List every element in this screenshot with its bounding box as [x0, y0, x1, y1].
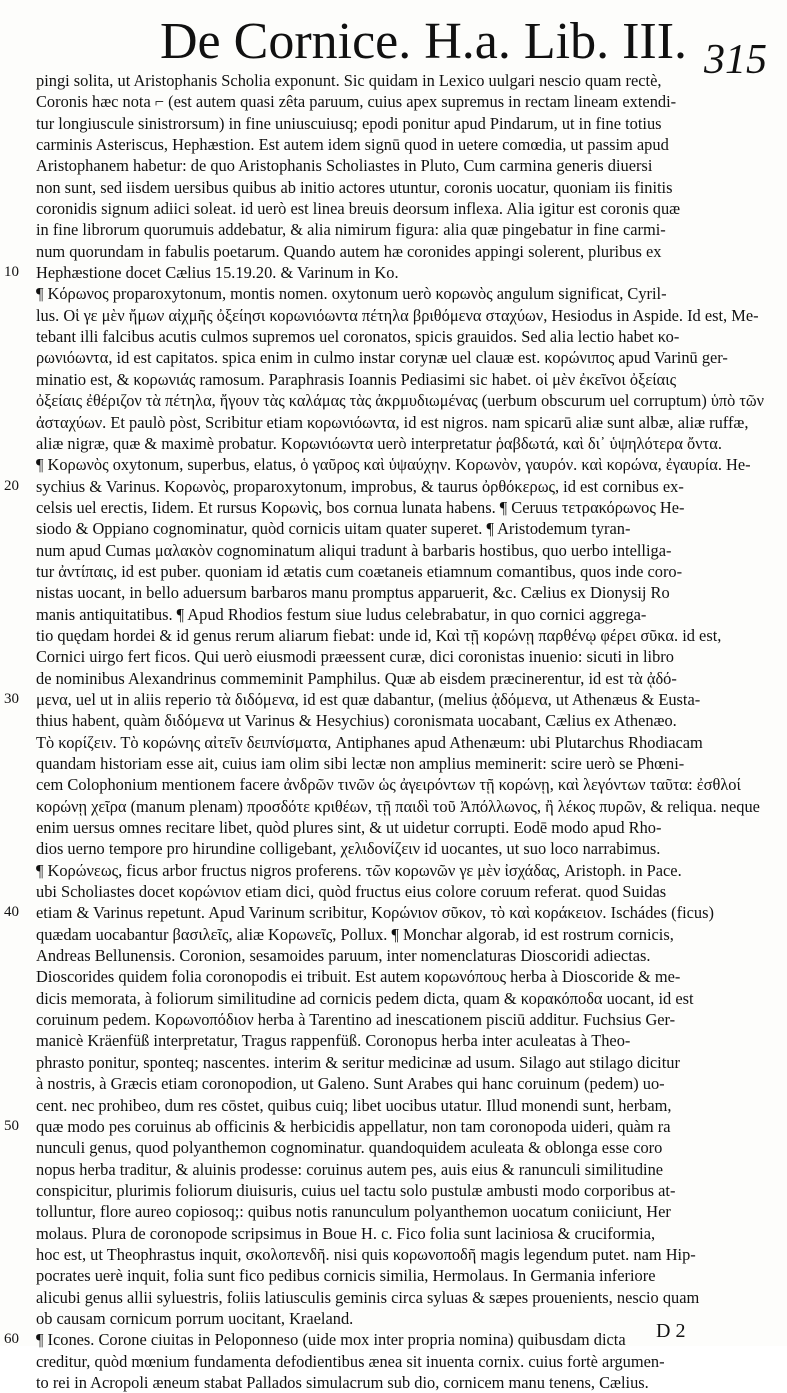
text-line — [26, 1030, 766, 1051]
line-text: sychius & Varinus. Κορωνὸς, proparoxytonum, improbus, & taurus ὀρθόκερως, id est cornibus ex- — [36, 476, 684, 496]
line-text: ὀξείαις ἐθέριζον τὰ πέτηλα, ἤγουν τὰς καλάμας τὰς ἀκρμυδιωμένας (uerbum obscurum uel corruptum) ὑπὸ τῶν — [36, 391, 765, 411]
text-line — [26, 1201, 766, 1222]
text-line — [4, 476, 766, 497]
line-text: ¶ Icones. Corone ciuitas in Peloponneso (uide mox inter propria nomina) quibusdam dicta — [36, 1330, 626, 1350]
text-line — [26, 838, 766, 859]
line-text: lus. Οἱ γε μὲν ἤμων αἰχμῆς ὀξείησι κορωνιόωντα πέτηλα βριθόμενα σταχύων, Hesiodus in Aspide. Id est, Me- — [36, 305, 759, 325]
text-line — [26, 540, 766, 561]
text-line — [26, 518, 766, 539]
line-number: 60 — [4, 1331, 19, 1348]
text-line — [26, 1351, 766, 1372]
line-text: tur longiuscule sinistrorsum) in fine uniuscuiusq; epodi ponitur apud Pindarum, ut in fine totius — [36, 113, 662, 133]
line-number: 40 — [4, 904, 19, 921]
text-line — [26, 710, 766, 731]
line-text: ρωνιόωντα, id est capitatos. spica enim in culmo instar corynæ uel clauæ est. κορώνιπος apud Varinū ger- — [36, 348, 728, 368]
line-number: 20 — [4, 477, 19, 494]
line-number: 30 — [4, 690, 19, 707]
line-text: carminis Asteriscus, Hephæstion. Est autem idem signū quod in uetere comœdia, ut passim apud — [36, 135, 669, 155]
line-text: conspicitur, plurimis foliorum diuisuris, cuius uel tactu solo pustulæ ambusti modo corporibus at- — [36, 1180, 676, 1200]
text-line — [26, 155, 766, 176]
line-text: quandam historiam esse ait, cuius iam olim sibi lectæ non amplius meminerit: scire uerò se Phœni- — [36, 754, 685, 773]
line-text: Coronis hæc nota ⌐ (est autem quasi zêta paruum, cuius apex supremus in rectam lineam extendi- — [36, 92, 677, 112]
text-line — [26, 390, 766, 411]
text-line — [26, 1287, 766, 1308]
text-line — [26, 1159, 766, 1180]
text-line — [26, 497, 766, 518]
line-text: Τὸ κορίζειν. Τὸ κορώνης αἰτεῖν δειπνίσματα, Antiphanes apud Athenæum: ubi Plutarchus Rhodiacam — [36, 732, 703, 752]
body-text — [4, 70, 766, 1393]
line-text: enim uersus omnes recitare libet, quòd plures sint, & ut uidetur corrupti. Eodē modo apud Rho- — [36, 818, 662, 838]
text-line — [26, 369, 766, 390]
page-footer — [0, 1318, 787, 1344]
line-text: creditur, quòd mœnium fundamenta defodientibus ænea sit inuenta cornix. cuius fortè argumen- — [36, 1351, 665, 1371]
line-text: Cornici uirgo fert ficos. Qui uerò eiusmodi præessent curæ, dici coronistas inuenio: sicuti in libro — [36, 647, 674, 667]
text-line — [26, 113, 766, 134]
line-text: nistas uocant, in bello aduersum barbaros manu promptus apparuerit, &c. Cælius ex Dionysij Ro — [36, 583, 670, 603]
text-line — [26, 732, 766, 753]
text-line — [26, 241, 766, 262]
text-line — [26, 219, 766, 240]
text-line — [26, 347, 766, 368]
text-line — [26, 1244, 766, 1265]
text-line — [26, 604, 766, 625]
line-text: quædam uocabantur βασιλεῖς, aliæ Κορωνεῖς, Pollux. ¶ Monchar algorab, id est rostrum cornicis, — [36, 924, 674, 944]
text-line — [26, 774, 766, 795]
line-text: tio quędam hordei & id genus rerum aliarum fiebat: unde id, Καὶ τῇ κορώνῃ παρθένῳ φέρει σῦκα. id est, — [36, 625, 722, 645]
line-text: celsis uel erectis, Iidem. Et rursus Κορωνὶς, bos cornua lunata habens. ¶ Ceruus τετρακόρωνος He- — [36, 497, 685, 517]
line-text: κορώνῃ χεῖρα (manum plenam) προσδότε κριθέων, τῇ παιδὶ τοῦ Ἀπόλλωνος, ἢ λέκος πυρῶν, & reliqua. neque — [36, 796, 760, 816]
line-text: pocrates uerè inquit, folia sunt fico pedibus cornicis similia, Hermolaus. In Germania inferiore — [36, 1266, 656, 1286]
text-line — [26, 988, 766, 1009]
text-line — [26, 70, 766, 91]
text-line — [26, 1095, 766, 1116]
signature-mark: D 2 — [656, 1320, 686, 1342]
text-line — [26, 561, 766, 582]
line-text: Aristophanem habetur: de quo Aristophanis Scholiastes in Pluto, Cum carmina generis diuersi — [36, 156, 653, 176]
line-text: siodo & Oppiano cognominatur, quòd cornicis uitam quater superet. ¶ Aristodemum tyran- — [36, 519, 631, 539]
line-text: tebant illi falcibus acutis culmos supremos uel coronatos, spicis grauidos. Sed alia lectio habet κο- — [36, 327, 680, 347]
text-line — [26, 881, 766, 902]
text-line — [4, 902, 766, 923]
text-line — [26, 796, 766, 817]
text-line — [26, 134, 766, 155]
text-line — [26, 1265, 766, 1286]
line-number: 50 — [4, 1117, 19, 1134]
line-text: non sunt, sed iisdem uersibus quibus ab initio actores utuntur, coronis uocatur, quoniam iis finitis — [36, 177, 673, 197]
text-line — [26, 817, 766, 838]
line-text: to rei in Acropoli æneum stabat Pallados simulacrum sub dio, cornicem manu tenens, Cælius. — [36, 1372, 649, 1392]
text-line — [26, 860, 766, 881]
text-line — [26, 326, 766, 347]
text-line — [26, 945, 766, 966]
line-text: dicis memorata, à foliorum similitudine ad cornicis pedem dicta, quam & κορακόποδα uocant, id est — [36, 988, 694, 1008]
line-text: pingi solita, ut Aristophanis Scholia exponunt. Sic quidam in Lexico uulgari nescio quam rectè, — [36, 71, 662, 90]
text-line — [26, 625, 766, 646]
line-text: thius habent, quàm διδόμενα ut Varinus & Hesychius) coronismata uocabant, Cælius ex Athenæo. — [36, 711, 677, 731]
line-text: aliæ nigræ, quæ & maximè probatur. Κορωνιόωντα uerò interpretatur ῥαβδωτά, καὶ δι᾽ ὑψηλότερα ὄντα. — [36, 433, 722, 453]
text-line — [26, 91, 766, 112]
text-line — [26, 454, 766, 475]
line-text: nunculi genus, quod polyanthemon cognominatur. quandoquidem aculeata & oblonga esse coro — [36, 1138, 663, 1158]
text-line — [26, 177, 766, 198]
text-line — [26, 668, 766, 689]
line-text: nopus herba traditur, & aluinis prodesse: coruinus autem pes, auis eius & ranunculi similitudine — [36, 1159, 664, 1179]
line-text: coruinum pedem. Κορωνοπόδιον herba à Tarentino ad inescationem pisciū additur. Fuchsius Ger- — [36, 1010, 676, 1030]
line-text: Andreas Bellunensis. Coronion, sesamoides paruum, inter nomenclaturas Dioscoridi adiectas. — [36, 946, 651, 966]
line-text: ¶ Κορωνὸς oxytonum, superbus, elatus, ὁ γαῦρος καὶ ὑψαύχην. Κορωνὸν, γαυρόν. καὶ κορώνα, ἐγαυρία. He- — [36, 455, 751, 475]
line-text: de nominibus Alexandrinus commeminit Pamphilus. Quæ ab eisdem præcinerentur, id est τὰ ᾀδό- — [36, 668, 677, 688]
running-head: De Cornice. H.a. Lib. III. — [160, 13, 688, 70]
line-text: molaus. Plura de coronopode scripsimus in Boue H. c. Fico folia sunt laciniosa & cruciformia, — [36, 1223, 656, 1243]
line-text: à nostris, à Græcis etiam coronopodion, ut Galeno. Sunt Arabes qui hanc coruinum (pedem) uo- — [36, 1074, 665, 1094]
line-text: alicubi genus allii syluestris, foliis latiusculis geminis circa syluas & sæpes prouenients, nescio quam — [36, 1287, 700, 1307]
line-text: ob causam cornicum porrum uocitant, Kraeland. — [36, 1308, 354, 1328]
line-text: ἀσταχύων. Et paulò pòst, Scribitur etiam κορωνιόωντα, id est nigros. nam spicarū aliæ sunt albæ, aliæ ruffæ, — [36, 412, 749, 432]
text-line — [26, 646, 766, 667]
text-line — [26, 305, 766, 326]
text-line — [26, 924, 766, 945]
text-line — [26, 1009, 766, 1030]
text-line — [26, 753, 766, 774]
text-line — [26, 582, 766, 603]
text-line — [26, 198, 766, 219]
line-text: Dioscorides quidem folia coronopodis ei tribuit. Est autem κορωνόπους herba à Dioscoride & me- — [36, 967, 681, 987]
line-text: minatio est, & κορωνιάς ramosum. Paraphrasis Ioannis Pediasimi sic habet. οἱ μὲν ἐκεῖνοι ὀξείαις — [36, 369, 677, 389]
line-text: Hephæstione docet Cælius 15.19.20. & Varinum in Κο. — [36, 263, 399, 283]
text-line — [26, 1180, 766, 1201]
line-text: ¶ Κορώνεως, ficus arbor fructus nigros proferens. τῶν κορωνῶν γε μὲν ἰσχάδας, Aristoph. in Pace. — [36, 860, 682, 880]
page-number: 315 — [704, 37, 767, 83]
line-text: phrasto ponitur, sponteq; nascentes. interim & seritur medicinæ ad usum. Silago aut stilago dicitur — [36, 1052, 680, 1072]
line-text: ¶ Κόρωνος proparoxytonum, montis nomen. oxytonum uerò κορωνὸς angulum significat, Cyril- — [36, 284, 667, 304]
line-text: ubi Scholiastes docet κορώνιον etiam dici, quòd fructus eius colore coruum referat. quod Suidas — [36, 882, 667, 902]
text-line — [26, 1137, 766, 1158]
line-text: tur ἀντίπαις, id est puber. quoniam id ætatis cum coætaneis etiamnum comantibus, quos inde coro- — [36, 561, 683, 581]
text-line — [4, 689, 766, 710]
line-text: hoc est, ut Theophrastus inquit, σκολοπενδῆ. nisi quis κορωνοποδῆ magis legendum putet. nam Hip- — [36, 1244, 696, 1264]
line-text: cem Colophonium mentionem facere ἀνδρῶν τινῶν ὡς ἀγειρόντων τῇ κορώνῃ, καὶ λεγόντων ταῦτα: ἐσθλοί — [36, 775, 741, 795]
text-line — [4, 262, 766, 283]
line-number: 10 — [4, 264, 19, 281]
text-line — [26, 1073, 766, 1094]
line-text: etiam & Varinus repetunt. Apud Varinum scribitur, Κορώνιον σῦκον, τὸ καὶ κοράκειον. Ischádes (ficus) — [36, 903, 714, 923]
line-text: num apud Cumas μαλακὸν cognominatum aliqui tradunt à barbaris hostibus, quo uerbo intelliga- — [36, 540, 672, 560]
text-line — [26, 1052, 766, 1073]
line-text: in fine librorum quorumuis addebatur, & alia nimirum figura: alia quæ pingebatur in fine carmi- — [36, 220, 666, 240]
text-line — [26, 966, 766, 987]
line-text: cent. nec prohibeo, dum res cōstet, quibus cuiq; libet uocibus utatur. Illud monendi sunt, herbam, — [36, 1095, 672, 1115]
text-line — [26, 1223, 766, 1244]
line-text: num quorundam in fabulis poetarum. Quando autem hæ coronides appingi solerent, pluribus ex — [36, 241, 662, 261]
text-line — [26, 412, 766, 433]
line-text: tolluntur, flore aureo copiosoq;: quibus notis ranunculum polyanthemon uocatum coniiciunt, Her — [36, 1202, 671, 1222]
text-line — [26, 1372, 766, 1393]
line-text: coronidis signum adiici soleat. id uerò est linea breuis deorsum inflexa. Alia igitur est coronis quæ — [36, 199, 681, 219]
line-text: manicè Kräenfüß interpretatur, Tragus rappenfüß. Coronopus herba inter aculeatas à Theo- — [36, 1031, 631, 1051]
text-line — [26, 283, 766, 304]
text-line — [26, 433, 766, 454]
line-text: dios uerno tempore pro hirundine colligebant, χελιδονίζειν id uocantes, ut suo loco narrabimus. — [36, 839, 661, 859]
line-text: quæ modo pes coruinus ab officinis & herbicidis appellatur, non tam coronopoda uideri, quàm ra — [36, 1116, 671, 1136]
line-text: manis antiquitatibus. ¶ Apud Rhodios festum siue ludus celebrabatur, in quo cornici aggrega- — [36, 604, 647, 624]
line-text: μενα, uel ut in aliis reperio τὰ διδόμενα, id est quæ dabantur, (melius ᾀδόμενα, ut Athenæus & Eusta- — [36, 689, 701, 709]
text-line — [4, 1116, 766, 1137]
